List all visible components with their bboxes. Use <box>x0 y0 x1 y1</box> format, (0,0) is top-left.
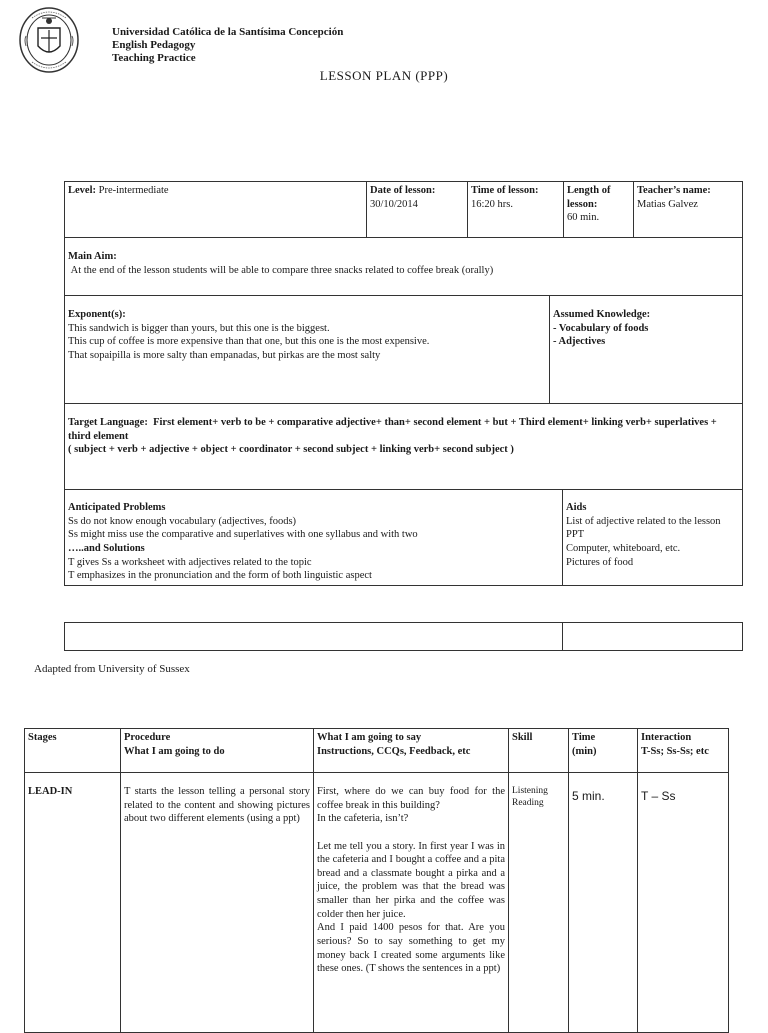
procedure-cell: T starts the lesson telling a personal story related to the content and showing pictures about two different elements (using a ppt) <box>121 773 314 1033</box>
target-language-cell <box>65 404 743 490</box>
empty-cell <box>65 623 563 651</box>
solutions-label: …..and Solutions <box>68 542 145 554</box>
length-cell <box>564 182 634 238</box>
assumed-knowledge-item: - Adjectives <box>553 336 606 348</box>
solution-line: T gives Ss a worksheet with adjectives related to the topic <box>68 556 312 568</box>
teacher-cell <box>634 182 743 238</box>
time-label: Time of lesson: <box>471 185 539 196</box>
time-value: 16:20 hrs. <box>471 198 513 210</box>
header-skill: Skill <box>509 729 569 773</box>
main-aim-cell <box>65 238 743 296</box>
problems-cell <box>65 490 563 586</box>
level-value: Pre-intermediate <box>98 185 169 196</box>
header-time: Time (min) <box>569 729 638 773</box>
problems-label: Anticipated Problems <box>68 502 166 513</box>
header-what-to-say: What I am going to say Instructions, CCQs, Feedback, etc <box>314 729 509 773</box>
date-label: Date of lesson: <box>370 185 436 196</box>
exponents-table <box>64 295 743 490</box>
problem-line: Ss might miss use the comparative and superlatives with one syllabus and with two <box>68 529 418 541</box>
aids-label: Aids <box>566 502 587 513</box>
header-procedure: Procedure What I am going to do <box>121 729 314 773</box>
teacher-value: Matias Galvez <box>637 198 698 210</box>
assumed-knowledge-item: - Vocabulary of foods <box>553 322 649 334</box>
target-language-line2: ( subject + verb + adjective + object + coordinator + second subject + linking verb+ second subject ) <box>68 444 514 456</box>
interaction-cell: T – Ss <box>638 773 729 1033</box>
header-block <box>112 26 343 66</box>
aid-line: Pictures of food <box>566 556 634 568</box>
time-cell: 5 min. <box>569 773 638 1033</box>
stage-cell: LEAD-IN <box>25 773 121 1033</box>
problems-aids-table <box>64 489 743 586</box>
header-stages: Stages <box>25 729 121 773</box>
assumed-knowledge-cell <box>550 296 743 404</box>
aids-cell <box>563 490 743 586</box>
aid-line: Computer, whiteboard, etc. <box>566 542 681 554</box>
skill-cell: Listening Reading <box>509 773 569 1033</box>
target-language-line1: First element+ verb to be + comparative adjective+ than+ second element + but + Third element+ linking verb+ superlatives + third element <box>68 417 717 442</box>
length-label-2: lesson: <box>567 198 598 210</box>
empty-notes-table <box>64 622 743 651</box>
lesson-info-table <box>64 181 743 296</box>
aid-line: List of adjective related to the lesson <box>566 515 721 527</box>
aid-line: PPT <box>566 529 585 541</box>
date-cell <box>367 182 468 238</box>
assumed-knowledge-label: Assumed Knowledge: <box>553 309 651 320</box>
what-to-say-cell: First, where do we can buy food for the coffee break in this building? In the cafeteria, isn’t? Let me tell you a story. In first year I was in the cafeteria and I bought a coffee and a pita bread and a classmate bought a pirka and a juice, the problem was that the bread was smaller than her pirka and the coffee was colder then her juice. And I paid 1400 pesos for that. Are you serious? So to say something to get my money back I created some arguments like these ones. (T shows the sentences in a ppt) <box>314 773 509 1033</box>
program-name: English Pedagogy <box>112 39 196 52</box>
page-title: LESSON PLAN (PPP) <box>319 68 449 83</box>
main-aim-label: Main Aim: <box>68 251 117 262</box>
time-cell <box>468 182 564 238</box>
date-value: 30/10/2014 <box>370 198 418 210</box>
problem-line: Ss do not know enough vocabulary (adjectives, foods) <box>68 515 297 527</box>
course-name: Teaching Practice <box>112 52 196 65</box>
length-label-1: Length of <box>567 185 611 196</box>
university-seal-logo <box>18 6 80 74</box>
exponents-label: Exponent(s): <box>68 309 126 320</box>
target-language-label: Target Language: <box>68 417 148 428</box>
empty-cell <box>563 623 743 651</box>
main-aim-text: At the end of the lesson students will be able to compare three snacks related to coffee break (orally) <box>70 264 494 276</box>
stages-table <box>24 728 729 1033</box>
university-name: Universidad Católica de la Santísima Concepción <box>112 26 344 38</box>
teacher-label: Teacher’s name: <box>637 185 711 196</box>
length-value: 60 min. <box>567 212 600 224</box>
exponents-cell <box>65 296 550 404</box>
exponent-line: This sandwich is bigger than yours, but this one is the biggest. <box>68 322 330 334</box>
exponent-line: This cup of coffee is more expensive than that one, but this one is the most expensive. <box>68 336 430 348</box>
exponent-line: That sopaipilla is more salty than empanadas, but pirkas are the most salty <box>68 349 381 361</box>
solution-line: T emphasizes in the pronunciation and the form of both linguistic aspect <box>68 570 372 582</box>
level-cell <box>65 182 367 238</box>
header-interaction: Interaction T-Ss; Ss-Ss; etc <box>638 729 729 773</box>
level-label: Level: <box>68 185 96 196</box>
adapted-note: Adapted from University of Sussex <box>34 663 190 675</box>
